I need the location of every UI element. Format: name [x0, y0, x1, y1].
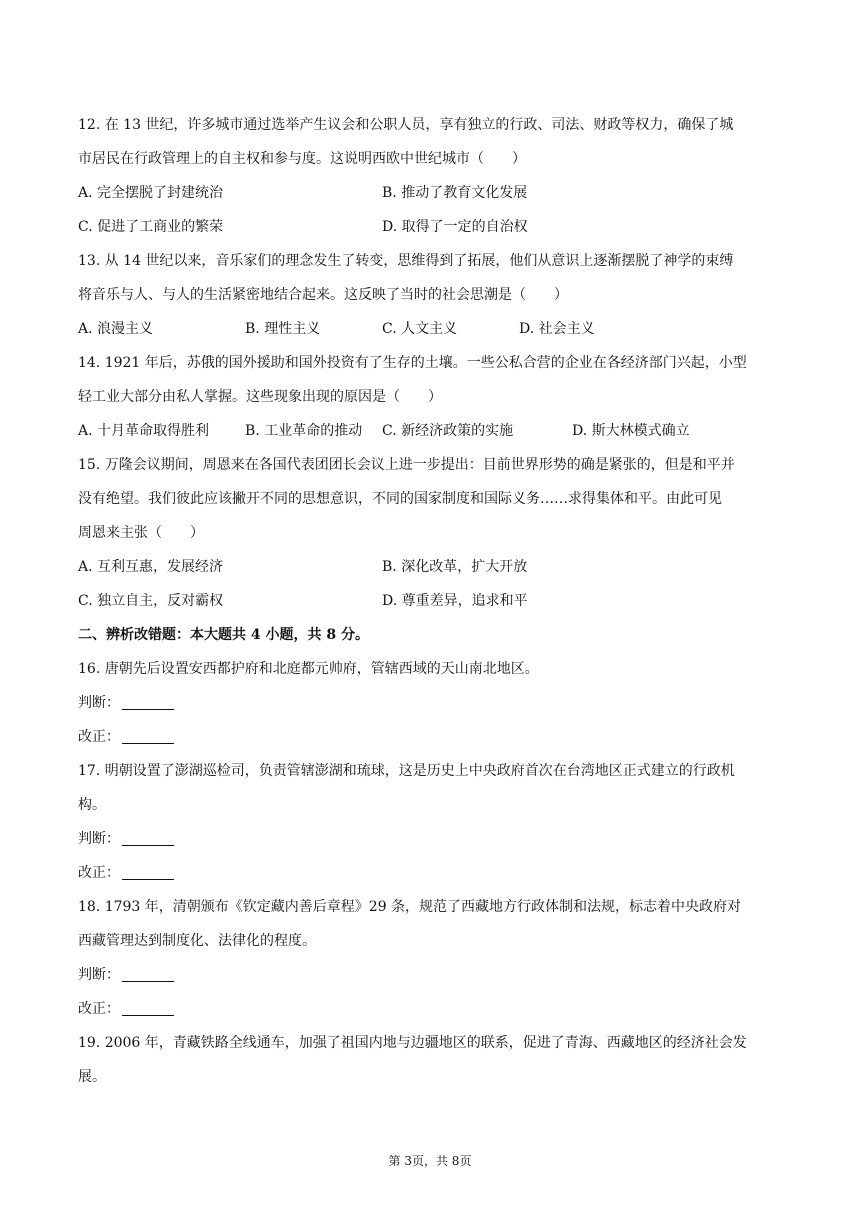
option-c[interactable]: C. 人文主义 — [382, 321, 458, 337]
judge-row — [78, 686, 788, 720]
judge-row — [78, 822, 788, 856]
option-b[interactable]: B. 理性主义 — [245, 321, 321, 337]
option-a[interactable]: A. 互利互惠，发展经济 — [78, 559, 224, 575]
question-13 — [78, 244, 788, 346]
question-18 — [78, 890, 788, 1026]
correct-blank[interactable] — [122, 863, 174, 880]
judge-label: 判断： — [78, 695, 120, 711]
judge-blank[interactable] — [122, 965, 174, 982]
judge-blank[interactable] — [122, 829, 174, 846]
question-text: 17. 明朝设置了澎湖巡检司，负责管辖澎湖和琉球，这是历史上中央政府首次在台湾地区正式建立的行政机 — [78, 763, 735, 779]
exam-page — [78, 108, 788, 1094]
judge-label: 判断： — [78, 831, 120, 847]
question-14 — [78, 346, 788, 448]
question-19 — [78, 1026, 788, 1094]
correct-row — [78, 856, 788, 890]
question-text: 轻工业大部分由私人掌握。这些现象出现的原因是（ ） — [78, 389, 442, 405]
question-text: 14. 1921 年后，苏俄的国外援助和国外投资有了生存的土壤。一些公私合营的企业在各经济部门兴起，小型 — [78, 355, 747, 371]
option-b[interactable]: B. 深化改革，扩大开放 — [382, 559, 528, 575]
correct-row — [78, 720, 788, 754]
correct-label: 改正： — [78, 865, 120, 881]
question-text: 构。 — [78, 797, 106, 813]
option-b[interactable]: B. 推动了教育文化发展 — [382, 185, 528, 201]
option-c[interactable]: C. 独立自主，反对霸权 — [78, 593, 224, 609]
question-17 — [78, 754, 788, 890]
correct-blank[interactable] — [122, 727, 174, 744]
correct-blank[interactable] — [122, 999, 174, 1016]
question-text: 19. 2006 年，青藏铁路全线通车，加强了祖国内地与边疆地区的联系，促进了青海、西藏地区的经济社会发 — [78, 1035, 747, 1051]
judge-row — [78, 958, 788, 992]
judge-blank[interactable] — [122, 693, 174, 710]
judge-label: 判断： — [78, 967, 120, 983]
option-c[interactable]: C. 新经济政策的实施 — [382, 423, 514, 439]
option-d[interactable]: D. 取得了一定的自治权 — [382, 219, 528, 235]
correct-label: 改正： — [78, 1001, 120, 1017]
option-d[interactable]: D. 斯大林模式确立 — [572, 423, 690, 439]
correct-label: 改正： — [78, 729, 120, 745]
option-a[interactable]: A. 十月革命取得胜利 — [78, 423, 210, 439]
section-heading: 二、辨析改错题：本大题共 4 小题，共 8 分。 — [78, 627, 369, 643]
question-text: 13. 从 14 世纪以来，音乐家们的理念发生了转变，思维得到了拓展，他们从意识上逐渐摆脱了神学的束缚 — [78, 253, 734, 269]
question-text: 18. 1793 年，清朝颁布《钦定藏内善后章程》29 条，规范了西藏地方行政体制和法规，标志着中央政府对 — [78, 899, 742, 915]
correct-row — [78, 992, 788, 1026]
question-text: 周恩来主张（ ） — [78, 525, 204, 541]
question-text: 12. 在 13 世纪，许多城市通过选举产生议会和公职人员，享有独立的行政、司法、财政等权力，确保了城 — [78, 117, 734, 133]
question-text: 没有绝望。我们彼此应该撇开不同的思想意识，不同的国家制度和国际义务……求得集体和平。由此可见 — [78, 491, 722, 507]
option-b[interactable]: B. 工业革命的推动 — [245, 423, 363, 439]
option-d[interactable]: D. 尊重差异，追求和平 — [382, 593, 528, 609]
question-text: 展。 — [78, 1069, 106, 1085]
option-d[interactable]: D. 社会主义 — [519, 321, 595, 337]
question-15 — [78, 448, 788, 618]
page-footer: 第 3页，共 8页 — [388, 1154, 472, 1168]
question-16 — [78, 652, 788, 754]
question-text: 将音乐与人、与人的生活紧密地结合起来。这反映了当时的社会思潮是（ ） — [78, 287, 568, 303]
option-c[interactable]: C. 促进了工商业的繁荣 — [78, 219, 224, 235]
question-text: 西藏管理达到制度化、法律化的程度。 — [78, 933, 316, 949]
question-text: 16. 唐朝先后设置安西都护府和北庭都元帅府，管辖西域的天山南北地区。 — [78, 661, 539, 677]
question-text: 15. 万隆会议期间，周恩来在各国代表团团长会议上进一步提出：目前世界形势的确是紧张的，但是和平并 — [78, 457, 735, 473]
question-12 — [78, 108, 788, 244]
option-a[interactable]: A. 完全摆脱了封建统治 — [78, 185, 224, 201]
question-text: 市居民在行政管理上的自主权和参与度。这说明西欧中世纪城市（ ） — [78, 151, 526, 167]
option-a[interactable]: A. 浪漫主义 — [78, 321, 154, 337]
